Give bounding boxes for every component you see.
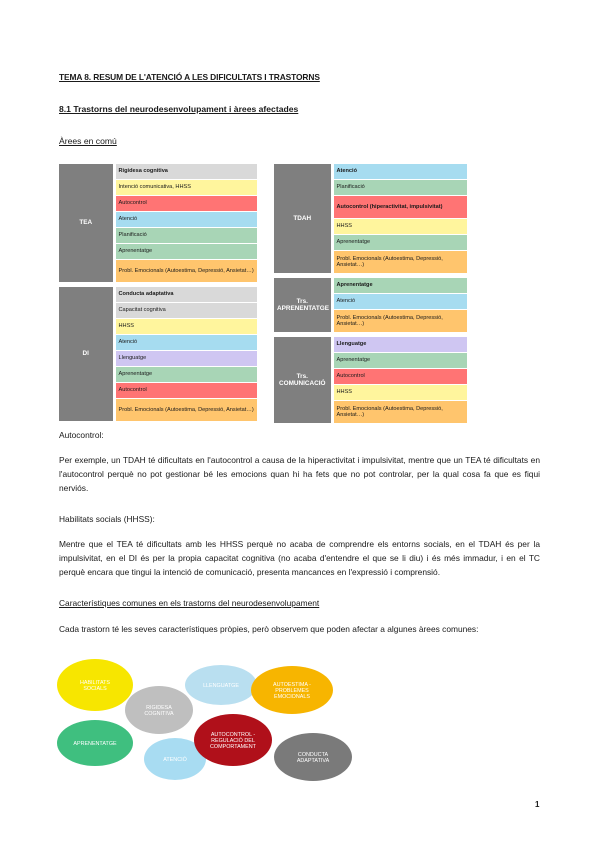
bubble-label: PROBLEMES (275, 688, 309, 694)
bubble-label: LLENGUATGE (203, 683, 239, 689)
area-cell: Planificació (114, 228, 257, 244)
area-row (274, 337, 467, 353)
area-cell: Aprenentatge (332, 278, 467, 294)
area-cell: Llenguatge (114, 351, 257, 367)
area-cell: Llenguatge (332, 337, 467, 353)
area-cell: Probl. Emocionals (Autoestima, Depressió, Ansietat…) (114, 260, 257, 283)
area-cell: Atenció (114, 335, 257, 351)
area-cell: Probl. Emocionals (Autoestima, Depressió, Ansietat…) (332, 310, 467, 333)
hhss-paragraph: Mentre que el TEA té dificultats amb les HHSS perquè no acaba de comprendre els entorns socials, en el TDAH és per la impulsivitat, en el DI és per la propia capacitat cognitiva (no acaba d'entendre el que se li diu) i és més immadur, i en el TC perquè encara que tingui la intenció de comunicació, presenta mancances en l'expressió i comprensió. (59, 539, 540, 577)
area-row (274, 278, 467, 294)
page-title: TEMA 8. RESUM DE L'ATENCIÓ A LES DIFICULTATS I TRASTORNS (59, 72, 320, 82)
left-areas-table (59, 164, 257, 422)
common-areas-diagram (55, 658, 365, 786)
area-cell: HHSS (332, 219, 467, 235)
bubble-social-skills (57, 659, 133, 711)
area-cell: Intenció comunicativa, HHSS (114, 180, 257, 196)
area-cell: Conducta adaptativa (114, 287, 257, 303)
area-cell: Autocontrol (114, 196, 257, 212)
area-cell: Aprenentatge (332, 353, 467, 369)
areas-heading: Àrees en comú (59, 136, 117, 146)
right-areas-table (274, 164, 467, 424)
area-cell: Probl. Emocionals (Autoestima, Depressió, Ansietat…) (332, 251, 467, 274)
right-disorder-label: Trs. COMUNICACIÓ (274, 337, 332, 424)
bubble-label: APRENENTATGE (73, 741, 117, 747)
area-cell: Probl. Emocionals (Autoestima, Depressió, Ansietat…) (332, 401, 467, 424)
right-disorder-label: Trs. APRENENTATGE (274, 278, 332, 333)
area-cell: Rigidesa cognitiva (114, 164, 257, 180)
bubble-label: AUTOCONTROL - (210, 731, 256, 738)
area-cell: Autocontrol (114, 383, 257, 399)
area-cell: Autocontrol (332, 369, 467, 385)
common-features-heading: Característiques comunes en els trastorns del neurodesenvolupament (59, 598, 320, 608)
area-cell: Atenció (332, 294, 467, 310)
bubble-label: CONDUCTA (297, 751, 329, 758)
autocontrol-paragraph: Per exemple, un TDAH té dificultats en l'autocontrol a causa de la hiperactivitat i impulsivitat, mentre que un TEA té dificultats en l'autocontrol perquè no pot gestionar bé les emocions quan hi ha fets que no pot controlar, per la qual cosa fa que es fiqui nerviós. (59, 455, 540, 493)
common-features-intro: Cada trastorn té les seves característiques pròpies, però observem que poden afectar a algunes àrees comunes: (59, 624, 479, 634)
autocontrol-label: Autocontrol: (59, 430, 104, 440)
bubble-label: RIGIDESA (146, 704, 172, 711)
area-row (59, 164, 257, 180)
bubble-language (185, 665, 257, 705)
right-disorder-label: TDAH (274, 164, 332, 274)
area-cell: Aprenentatge (332, 235, 467, 251)
area-row (274, 164, 467, 180)
bubble-label: EMOCIONALS (274, 694, 310, 701)
left-disorder-label: TEA (59, 164, 114, 283)
bubble-label: SOCIALS (83, 686, 107, 693)
bubble-label: ATENCIÓ (163, 757, 187, 763)
bubble-label: HABILITATS (79, 679, 111, 686)
section-subtitle: 8.1 Trastorns del neurodesenvolupament i àrees afectades (59, 104, 299, 114)
bubble-self-esteem (251, 666, 333, 714)
left-disorder-label: DI (59, 287, 114, 422)
area-cell: Atenció (114, 212, 257, 228)
bubble-label: REGULACIÓ DEL (211, 738, 255, 744)
area-cell: HHSS (114, 319, 257, 335)
bubble-label: COGNITIVA (144, 711, 174, 718)
area-cell: Planificació (332, 180, 467, 196)
area-cell: Autocontrol (hiperactivitat, impulsivitat) (332, 196, 467, 219)
bubble-adaptive-behaviour (274, 733, 352, 781)
area-row (59, 287, 257, 303)
area-cell: Capacitat cognitiva (114, 303, 257, 319)
area-cell: Aprenentatge (114, 244, 257, 260)
hhss-label: Habilitats socials (HHSS): (59, 514, 155, 524)
bubble-self-control (194, 714, 272, 766)
bubble-label: AUTOESTIMA - (273, 681, 311, 688)
bubble-learning (57, 720, 133, 766)
area-cell: Aprenentatge (114, 367, 257, 383)
bubble-label: ADAPTATIVA (296, 758, 330, 765)
area-cell: Probl. Emocionals (Autoestima, Depressió, Ansietat…) (114, 399, 257, 422)
bubble-label: COMPORTAMENT (210, 744, 256, 751)
area-cell: Atenció (332, 164, 467, 180)
page-number: 1 (535, 800, 540, 809)
area-cell: HHSS (332, 385, 467, 401)
bubble-cognitive-rigidity (125, 686, 193, 734)
